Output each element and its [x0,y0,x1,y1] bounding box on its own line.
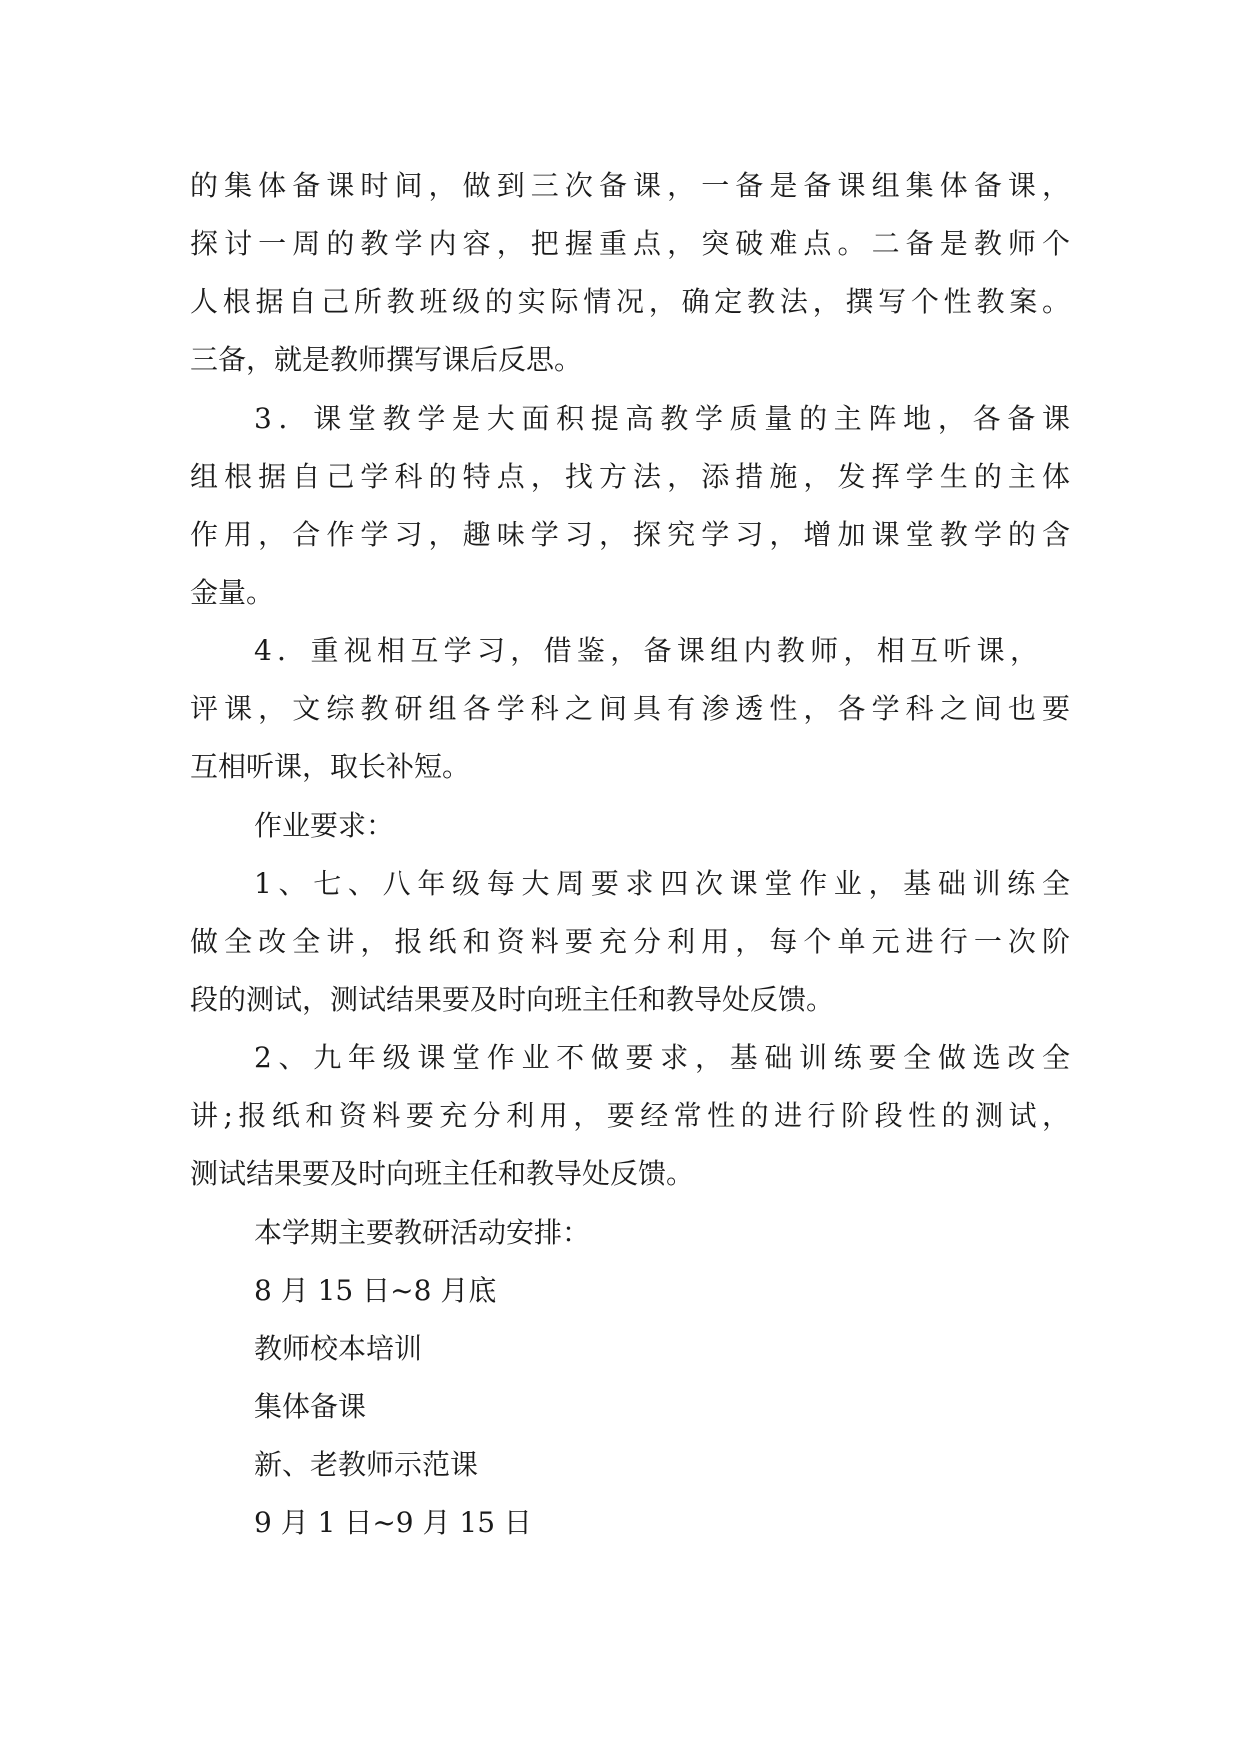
homework-item-2-start: 2、九年级课堂作业不做要求，基础训练要全做选改全 [254,1041,1070,1074]
schedule-date: 8 月 15 日~8 月底 [254,1274,497,1307]
body-text-line: 讲;报纸和资料要充分利用，要经常性的进行阶段性的测试， [190,1099,1070,1132]
schedule-item: 教师校本培训 [254,1332,423,1365]
homework-item-1-start: 1、七、八年级每大周要求四次课堂作业，基础训练全 [254,867,1070,900]
paragraph-3-start: 3．课堂教学是大面积提高教学质量的主阵地，各备课 [254,402,1070,435]
schedule-heading: 本学期主要教研活动安排： [254,1216,591,1249]
body-text-line: 探讨一周的教学内容，把握重点，突破难点。二备是教师个 [190,227,1070,260]
body-text-line: 作用，合作学习，趣味学习，探究学习，增加课堂教学的含 [190,518,1070,551]
body-text-line: 做全改全讲，报纸和资料要充分利用，每个单元进行一次阶 [190,925,1070,958]
body-text-line: 人根据自己所教班级的实际情况，确定教法，撰写个性教案。 [190,285,1070,318]
schedule-item: 新、老教师示范课 [254,1448,479,1481]
homework-heading: 作业要求： [254,809,395,842]
body-text-line: 互相听课，取长补短。 [190,750,471,783]
body-text-line: 三备，就是教师撰写课后反思。 [190,343,583,376]
schedule-item: 集体备课 [254,1390,367,1423]
body-text-line: 组根据自己学科的特点，找方法，添措施，发挥学生的主体 [190,460,1070,493]
body-text-line: 金量。 [190,576,275,609]
body-text-line: 评课，文综教研组各学科之间具有渗透性，各学科之间也要 [190,692,1070,725]
schedule-date: 9 月 1 日~9 月 15 日 [254,1506,532,1539]
paragraph-4-start: 4．重视相互学习，借鉴，备课组内教师，相互听课， [254,634,1038,667]
body-text-line: 段的测试，测试结果要及时向班主任和教导处反馈。 [190,983,835,1016]
body-text-line: 测试结果要及时向班主任和教导处反馈。 [190,1157,695,1190]
body-text-line: 的集体备课时间，做到三次备课，一备是备课组集体备课， [190,169,1070,202]
